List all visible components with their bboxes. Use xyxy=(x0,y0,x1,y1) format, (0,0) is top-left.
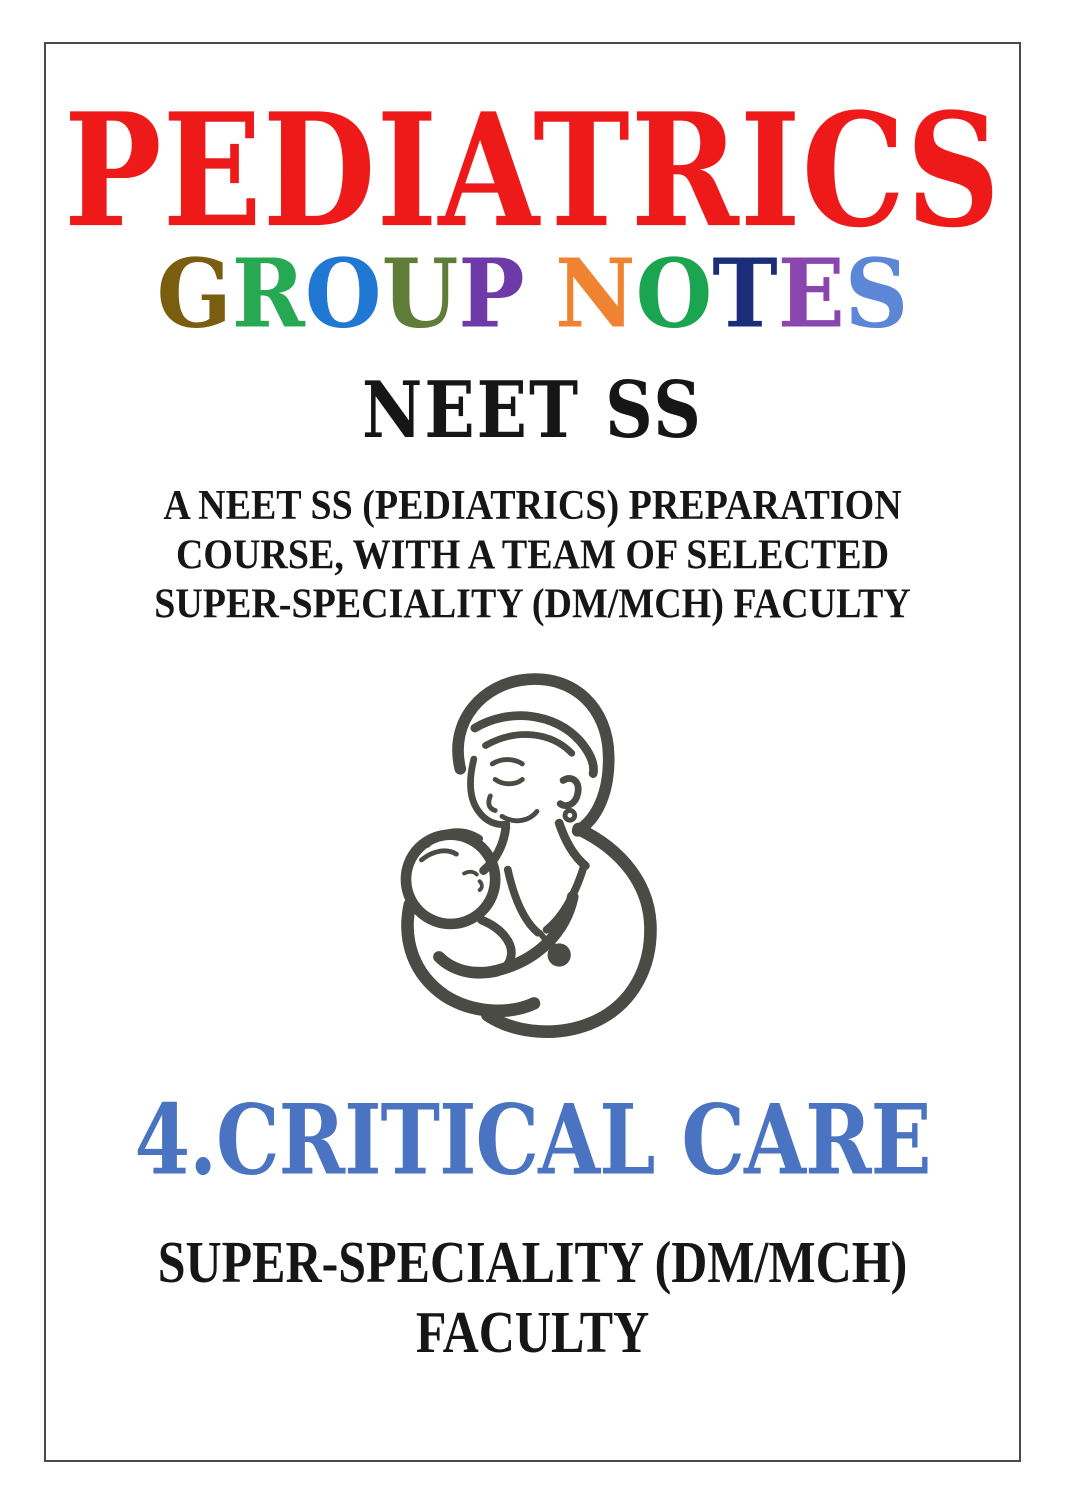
group-notes-title xyxy=(157,236,909,348)
colored-letter: P xyxy=(458,236,525,349)
course-description-lines xyxy=(154,481,911,629)
chapter-title xyxy=(44,1083,1021,1197)
colored-letter: S xyxy=(844,236,909,349)
stethoscope-chestpiece xyxy=(548,943,571,966)
colored-letter: N xyxy=(555,236,636,349)
description-line-2: COURSE, WITH A TEAM OF SELECTED xyxy=(175,531,890,579)
course-description xyxy=(44,470,1021,640)
colored-letter: O xyxy=(635,236,713,349)
group-notes-heading xyxy=(44,236,1021,349)
page-title-text: PEDIATRICS xyxy=(63,78,1002,262)
mother-figure xyxy=(408,679,651,1032)
colored-letter: G xyxy=(156,236,232,349)
description-line-1: A NEET SS (PEDIATRICS) PREPARATION xyxy=(163,482,902,530)
mother-and-baby-logo-icon xyxy=(373,658,693,1058)
exam-title-text: NEET SS xyxy=(362,363,703,457)
colored-letter: E xyxy=(777,236,845,349)
footer-faculty-text: FACULTY xyxy=(415,1298,650,1366)
chapter-title-text: 4.CRITICAL CARE xyxy=(134,1083,931,1197)
footer-speciality-text: SUPER-SPECIALITY (DM/MCH) xyxy=(157,1228,908,1296)
description-line-3: SUPER-SPECIALITY (DM/MCH) FACULTY xyxy=(154,580,911,628)
footer-speciality xyxy=(44,1222,1021,1302)
colored-letter: T xyxy=(712,236,778,349)
colored-letter: U xyxy=(381,236,459,349)
colored-letter: R xyxy=(231,236,305,349)
colored-letter: O xyxy=(304,236,382,349)
colored-letter xyxy=(525,236,556,348)
exam-title xyxy=(44,363,1021,457)
page-title xyxy=(44,78,1021,262)
footer-faculty xyxy=(44,1292,1021,1372)
logo xyxy=(373,658,693,1058)
